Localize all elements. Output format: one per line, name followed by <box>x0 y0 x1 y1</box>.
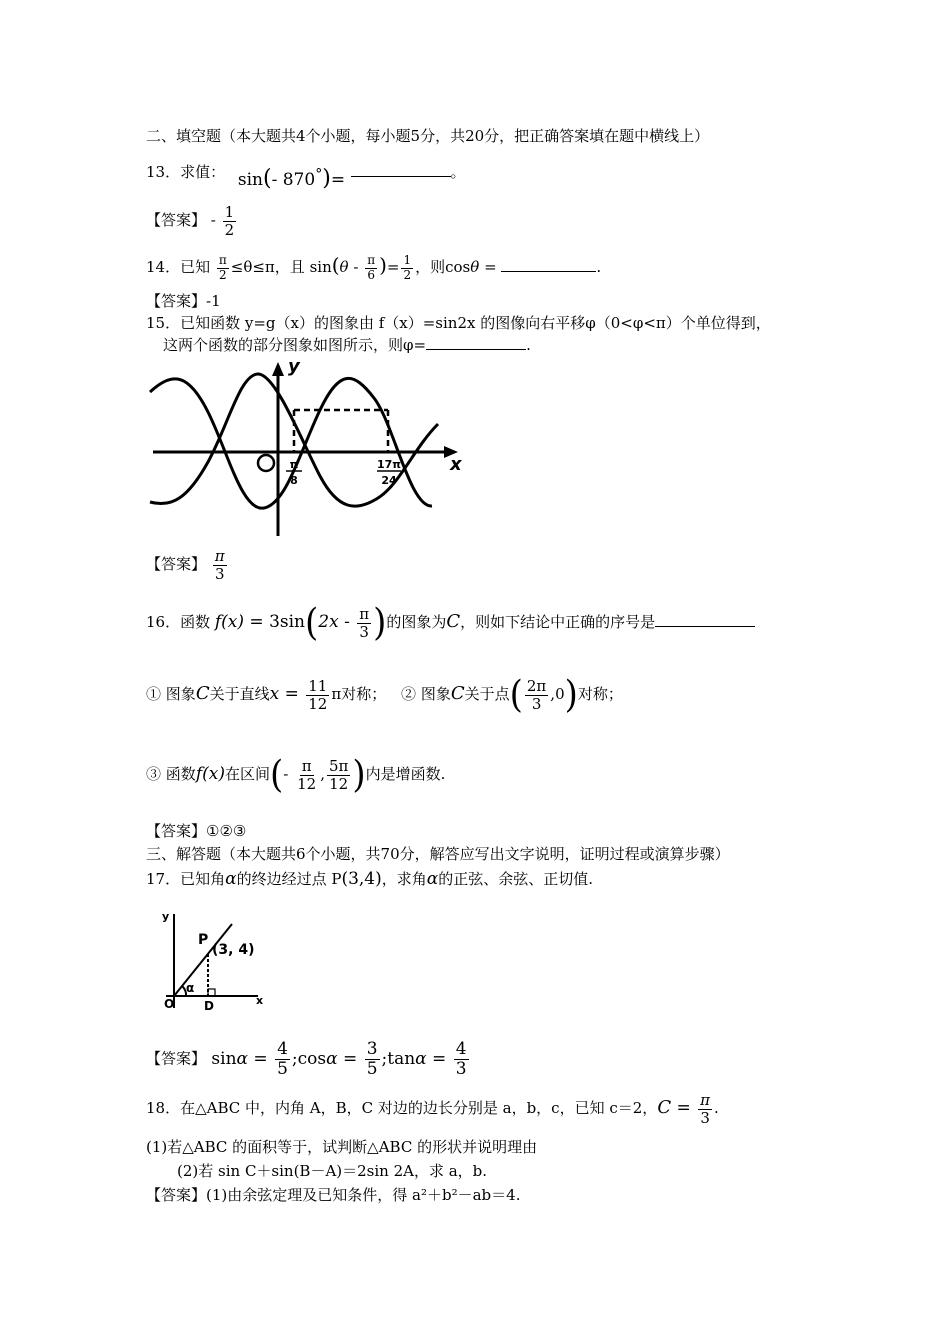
q15-answer: 【答案】 $\frac{\pi}{3}$ <box>146 547 225 583</box>
q18-line-3: (2)若 sin C＋sin(B－A)＝2sin 2A，求 a，b. <box>177 1162 488 1180</box>
q16-statement-3: ③ 函数f(x)在区间(- $\frac{\pi}{12}$ , $\frac{5\pi}{12}$ )内是增函数. <box>146 753 446 797</box>
y-axis-arrow <box>272 362 284 376</box>
q13-expression: sin(- 870°)= <box>237 166 346 191</box>
q16-statement-1-2: ① 图象C关于直线x = $\frac{11}{12}$ π对称； ② 图象C关于点( $\frac{2\pi}{3}$ ,0)对称； <box>146 673 623 717</box>
q15-answer-blank <box>426 349 526 350</box>
section-2-heading: 二、填空题（本大题共4个小题，每小题5分，共20分，把正确答案填在题中横线上） <box>146 127 710 145</box>
right-angle-mark <box>208 989 215 996</box>
fig17-d-label: D <box>204 999 214 1012</box>
fig17-alpha-label: α <box>186 981 195 995</box>
fig15-y-label: y <box>288 358 300 377</box>
q15-line-2: 这两个函数的部分图象如图所示，则φ= . <box>163 336 531 354</box>
question-17: 17．已知角α的终边经过点 P(3,4)，求角α的正弦、余弦、正切值. <box>146 869 594 889</box>
fig15-tick2-den: 24 <box>381 474 397 487</box>
question-16: 16．函数 f(x) = 3sin(2x - $\frac{\pi}{3}$ )的图象为C，则如下结论中正确的序号是 <box>146 606 755 640</box>
q18-line-1: 18．在△ABC 中，内角 A，B，C 对边的边长分别是 a，b，c，已知 c＝2，C = $\frac{\pi}{3}$ . <box>146 1091 719 1127</box>
q17-angle-figure <box>158 908 268 1012</box>
q16-answer: 【答案】①②③ <box>146 822 247 840</box>
origin-mark <box>258 455 274 471</box>
fig17-x-label: x <box>256 994 264 1007</box>
fig17-coord-label: (3, 4) <box>212 942 255 958</box>
q13-answer-blank <box>351 176 451 177</box>
q17-answer: 【答案】 sinα = $\frac{4}{5}$ ;cosα = $\frac{3}{5}$ ;tanα = $\frac{4}{3}$ <box>146 1039 467 1079</box>
fig17-y-label: y <box>162 910 170 923</box>
fig17-origin-label: O <box>164 997 175 1011</box>
fig15-tick1-den: 8 <box>290 474 298 487</box>
q14-answer: 【答案】-1 <box>146 292 221 310</box>
fig15-tick1-num: π <box>289 458 299 471</box>
fig17-p-label: P <box>198 932 209 948</box>
question-14: 14．已知 $\frac{\pi}{2}$ ≤θ≤π，且 sin(θ - $\frac{\pi}{6}$ )= $\frac{1}{2}$ ，则cosθ = . <box>146 253 602 282</box>
question-13: 13．求值： sin(- 870°)= 。 <box>146 163 466 191</box>
q15-line-1: 15．已知函数 y=g（x）的图象由 f（x）=sin2x 的图像向右平移φ（0<φ<π）个单位得到， <box>146 314 771 332</box>
q13-answer: 【答案】 - $\frac{1}{2}$ <box>146 203 235 239</box>
section-3-heading: 三、解答题（本大题共6个小题，共70分，解答应写出文字说明，证明过程或演算步骤） <box>146 845 730 863</box>
q16-answer-blank <box>655 626 755 627</box>
q14-answer-blank <box>501 271 596 272</box>
q18-line-2: (1)若△ABC 的面积等于，试判断△ABC 的形状并说明理由 <box>146 1138 538 1156</box>
q18-answer: 【答案】(1)由余弦定理及已知条件，得 a²＋b²－ab＝4. <box>146 1186 521 1204</box>
fig15-tick2-num: 17π <box>376 458 402 471</box>
q15-sine-graph <box>148 358 470 540</box>
q13-number: 13．求值： <box>146 163 226 181</box>
fig15-x-label: x <box>450 454 462 475</box>
